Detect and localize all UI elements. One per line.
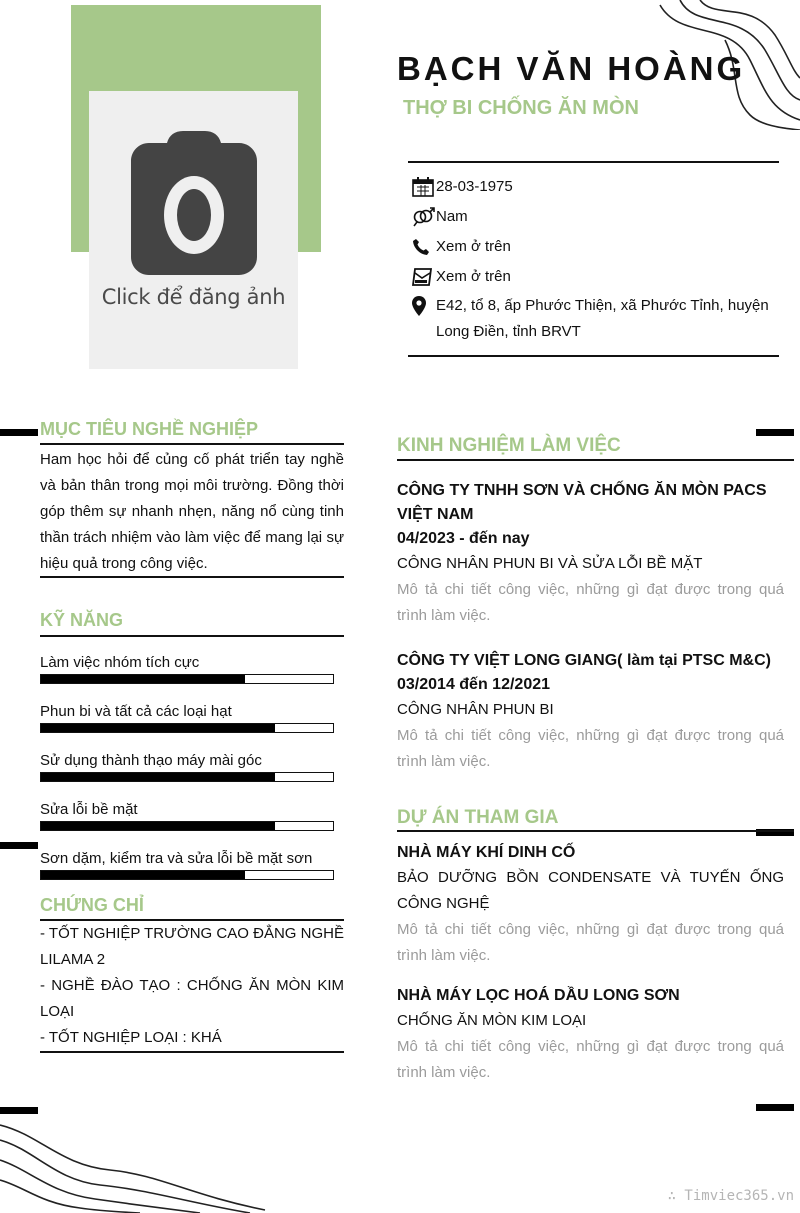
watermark: ∴ Timviec365.vn [667,1188,794,1204]
gender-value: Nam [436,208,468,225]
address-value: E42, tổ 8, ấp Phước Thiện, xã Phước Tỉnh, huyện Long Điền, tỉnh BRVT [436,297,769,340]
accent-bar [756,1104,794,1111]
skill-level-fill [41,871,245,879]
project-description: Mô tả chi tiết công việc, những gì đạt được trong quá trình làm việc. [397,921,784,964]
experience-company: CÔNG TY TNHH SƠN VÀ CHỐNG ĂN MÒN PACS VIỆT NAM [397,482,767,523]
skill-level-bar [40,723,334,733]
skill-level-fill [41,822,275,830]
photo-upload-label: Click để đăng ảnh [101,285,286,309]
info-email [412,265,784,295]
skill-level-fill [41,773,275,781]
birthday-value: 28-03-1975 [436,178,513,195]
location-icon [412,293,436,319]
info-divider-bottom [408,355,779,357]
skill-level-bar [40,674,334,684]
email-icon [412,265,436,288]
projects-title: DỰ ÁN THAM GIA [397,807,559,828]
experience-description: Mô tả chi tiết công việc, những gì đạt được trong quá trình làm việc. [397,581,784,624]
certificates-divider-bottom [40,1051,344,1053]
info-divider-top [408,161,779,163]
gender-icon [412,205,436,228]
experience-divider [397,459,794,461]
info-phone [412,235,784,265]
skill-name: Phun bi và tất cả các loại hạt [40,703,232,720]
certificate-item: - TỐT NGHIỆP LOẠI : KHÁ [40,1029,222,1046]
accent-bar [0,1107,38,1114]
skill-item [40,801,334,831]
skill-level-fill [41,675,245,683]
skill-level-bar [40,772,334,782]
experience-company: CÔNG TY VIỆT LONG GIANG( làm tại PTSC M&C) [397,652,771,669]
project-item [397,841,784,969]
project-role: CHỐNG ĂN MÒN KIM LOẠI [397,1012,587,1029]
project-name: NHÀ MÁY LỌC HOÁ DẦU LONG SƠN [397,987,680,1004]
project-description: Mô tả chi tiết công việc, những gì đạt được trong quá trình làm việc. [397,1038,784,1081]
experience-role: CÔNG NHÂN PHUN BI VÀ SỬA LỖI BỀ MẶT [397,555,703,572]
experience-period: 03/2014 đến 12/2021 [397,676,551,693]
experience-item [397,649,784,775]
experience-period: 04/2023 - đến nay [397,530,530,547]
skills-title: KỸ NĂNG [40,610,124,630]
accent-bar [0,842,38,849]
experience-description: Mô tả chi tiết công việc, những gì đạt được trong quá trình làm việc. [397,727,784,770]
certificate-item: - TỐT NGHIỆP TRƯỜNG CAO ĐẲNG NGHỀ LILAMA 2 [40,925,344,968]
objective-divider [40,443,344,445]
accent-bar [0,429,38,436]
camera-icon [131,131,257,275]
job-title: THỢ BI CHỐNG ĂN MÒN [403,97,639,119]
skill-name: Sử dụng thành thạo máy mài góc [40,752,262,769]
skill-item [40,850,334,880]
photo-upload[interactable] [89,91,298,369]
accent-bar [756,429,794,436]
skill-level-bar [40,821,334,831]
skill-level-bar [40,870,334,880]
experience-item [397,479,784,629]
skill-level-fill [41,724,275,732]
project-role: BẢO DƯỠNG BỒN CONDENSATE VÀ TUYẾN ỐNG CÔNG NGHỆ [397,869,784,912]
project-name: NHÀ MÁY KHÍ DINH CỐ [397,844,576,861]
projects-divider [397,830,794,832]
info-address [412,293,784,349]
skill-name: Sơn dặm, kiểm tra và sửa lỗi bề mặt sơn [40,850,313,867]
info-gender [412,205,784,235]
certificate-item: - NGHỀ ĐÀO TẠO : CHỐNG ĂN MÒN KIM LOẠI [40,977,344,1020]
objective-divider-bottom [40,576,344,578]
phone-value[interactable]: Xem ở trên [436,238,511,255]
skill-item [40,752,334,782]
skill-item [40,703,334,733]
contact-info [412,175,784,349]
email-value[interactable]: Xem ở trên [436,268,511,285]
wave-decoration-bottom [0,1115,280,1213]
experience-role: CÔNG NHÂN PHUN BI [397,701,554,718]
info-birthday [412,175,784,205]
skills-divider [40,635,344,637]
experience-title: KINH NGHIỆM LÀM VIỆC [397,435,621,456]
project-item [397,984,784,1086]
candidate-name: BẠCH VĂN HOÀNG [397,50,746,87]
certificates-title: CHỨNG CHỈ [40,895,144,915]
objective-text: Ham học hỏi để củng cố phát triển tay nghề và bản thân trong mọi môi trường. Đồng thời góp thêm sự nhanh nhẹn, năng nổ cùng tinh thần trách nhiệm vào làm việc để mang lại sự hiệu quả trong công việc. [40,451,344,572]
phone-icon [412,235,436,258]
skill-name: Làm việc nhóm tích cực [40,654,200,671]
skill-item [40,654,334,684]
skill-name: Sửa lỗi bề mặt [40,801,138,818]
objective-title: MỤC TIÊU NGHỀ NGHIỆP [40,419,259,439]
calendar-icon [412,175,436,198]
certificates-list [40,921,344,1051]
